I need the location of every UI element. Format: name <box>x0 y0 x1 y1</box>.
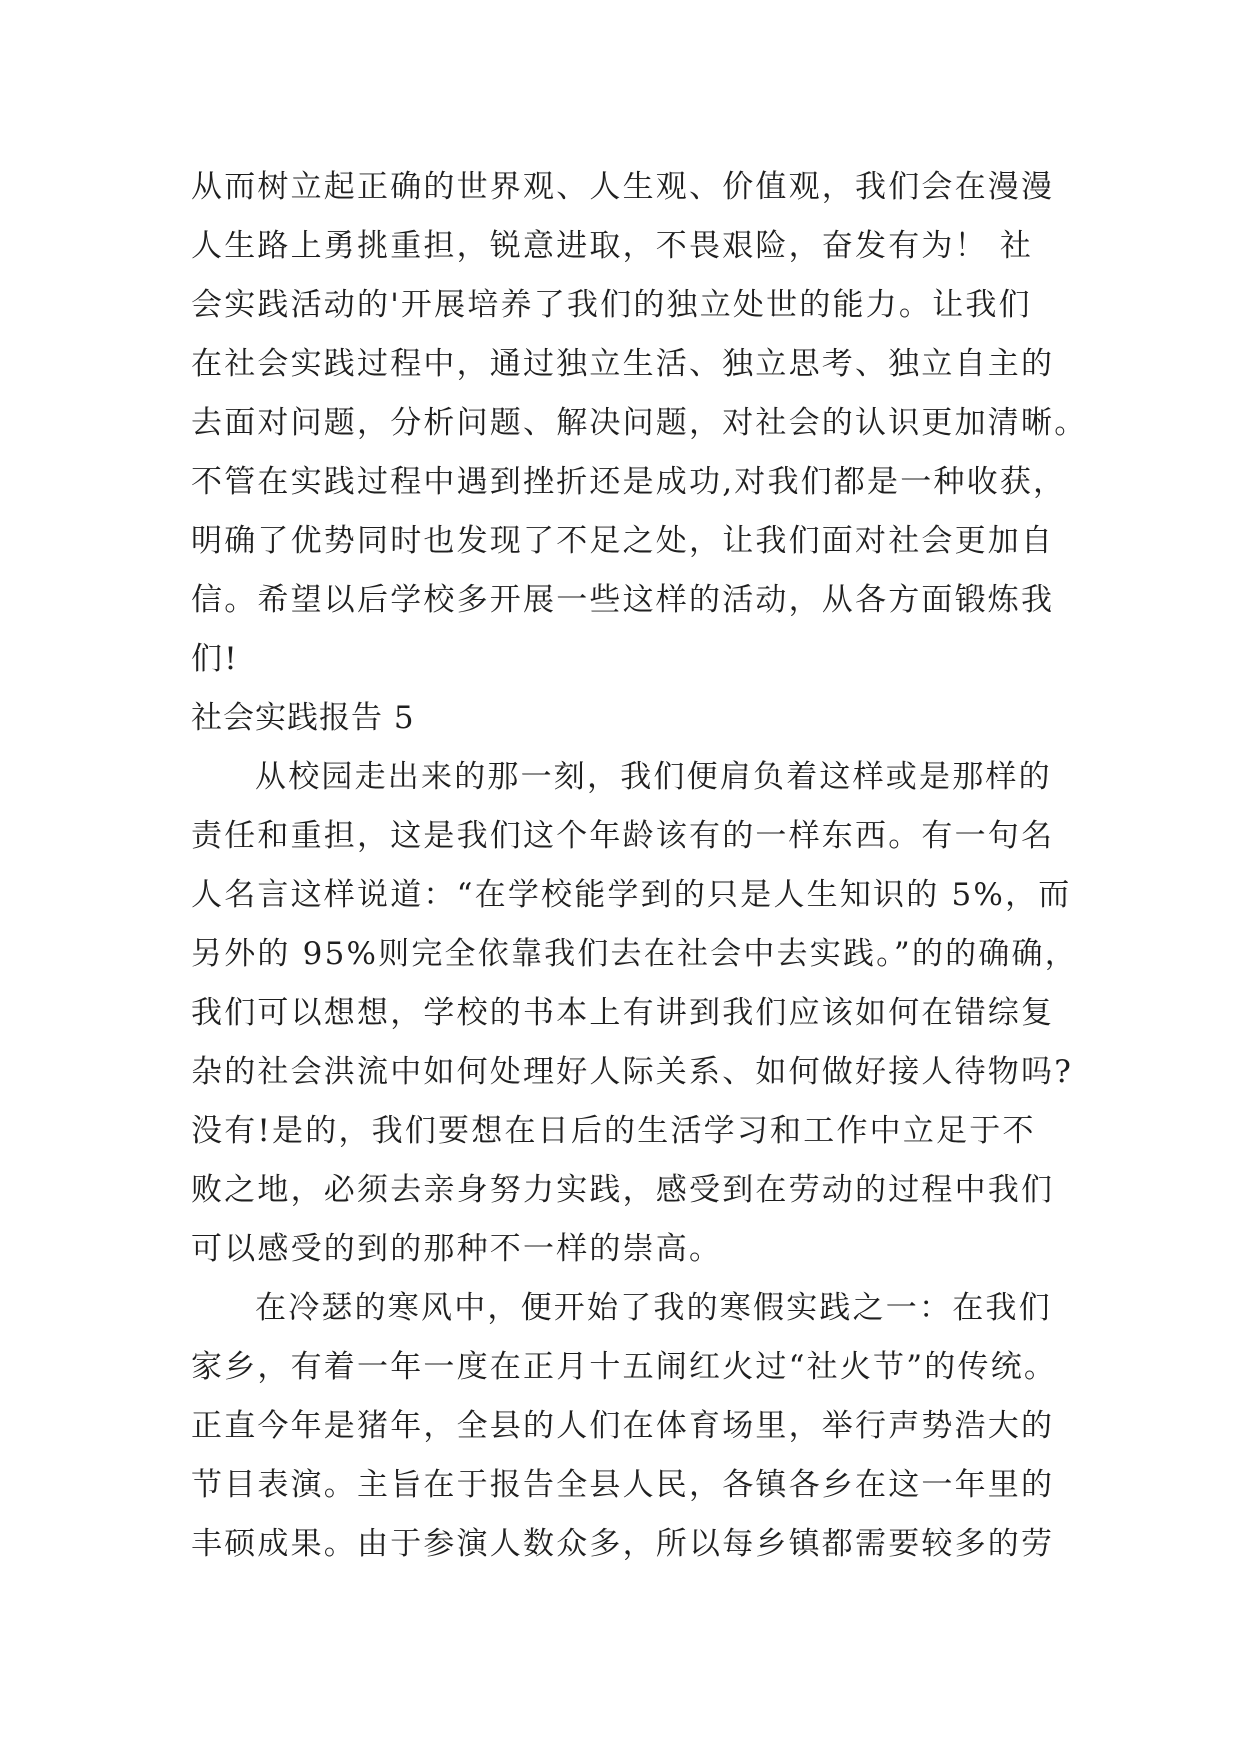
text-line: 会实践活动的'开展培养了我们的独立处世的能力。让我们 <box>191 287 1032 323</box>
text-line: 明确了优势同时也发现了不足之处，让我们面对社会更加自 <box>191 523 1055 559</box>
text-line: 人生路上勇挑重担，锐意进取，不畏艰险，奋发有为！ 社 <box>191 228 1034 264</box>
paragraph-first-line: 在冷瑟的寒风中，便开始了我的寒假实践之一：在我们 <box>255 1290 1052 1326</box>
text-line: 另外的 95%则完全依靠我们去在社会中去实践。”的的确确， <box>191 936 1078 972</box>
document-body <box>191 158 1088 1574</box>
text-line: 正直今年是猪年，全县的人们在体育场里，举行声势浩大的 <box>191 1408 1055 1444</box>
text-line: 节目表演。主旨在于报告全县人民，各镇各乡在这一年里的 <box>191 1467 1055 1503</box>
paragraph-first-line: 从校园走出来的那一刻，我们便肩负着这样或是那样的 <box>255 759 1052 795</box>
text-line: 人名言这样说道：“在学校能学到的只是人生知识的 5%，而 <box>191 877 1072 913</box>
text-line: 没有!是的，我们要想在日后的生活学习和工作中立足于不 <box>191 1113 1036 1149</box>
text-line: 丰硕成果。由于参演人数众多，所以每乡镇都需要较多的劳 <box>191 1526 1055 1562</box>
text-line: 我们可以想想，学校的书本上有讲到我们应该如何在错综复 <box>191 995 1055 1031</box>
text-line: 从而树立起正确的世界观、人生观、价值观，我们会在漫漫 <box>191 169 1055 205</box>
text-line: 们! <box>191 641 239 677</box>
section-heading: 社会实践报告 5 <box>191 700 415 736</box>
text-line: 责任和重担，这是我们这个年龄该有的一样东西。有一句名 <box>191 818 1055 854</box>
text-line: 可以感受的到的那种不一样的崇高。 <box>191 1231 723 1267</box>
text-line: 在社会实践过程中，通过独立生活、独立思考、独立自主的 <box>191 346 1055 382</box>
text-line: 杂的社会洪流中如何处理好人际关系、如何做好接人待物吗? <box>191 1054 1074 1090</box>
text-line: 信。希望以后学校多开展一些这样的活动，从各方面锻炼我 <box>191 582 1055 618</box>
text-line: 败之地，必须去亲身努力实践，感受到在劳动的过程中我们 <box>191 1172 1055 1208</box>
text-line: 去面对问题，分析问题、解决问题，对社会的认识更加清晰。 <box>191 405 1088 441</box>
text-line: 不管在实践过程中遇到挫折还是成功,对我们都是一种收获， <box>191 464 1067 500</box>
text-line: 家乡，有着一年一度在正月十五闹红火过“社火节”的传统。 <box>191 1349 1058 1385</box>
